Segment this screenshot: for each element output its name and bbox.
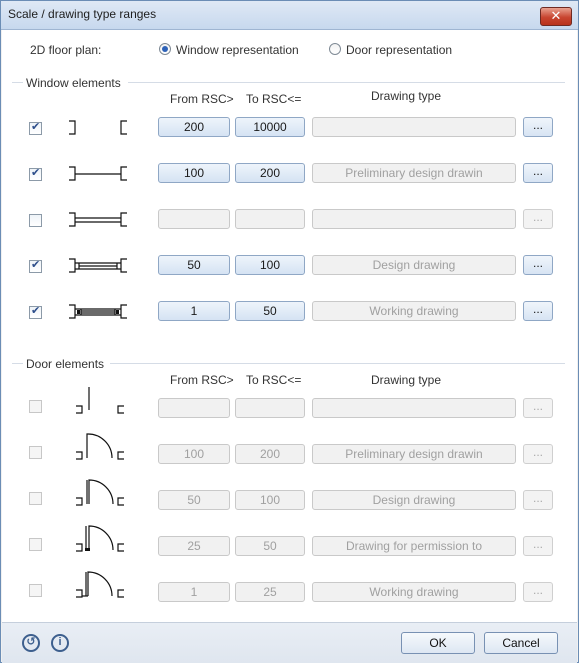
title-bar <box>1 1 578 30</box>
window-drawing-type-field[interactable]: Design drawing <box>312 255 516 275</box>
window-drawing-type-field[interactable]: Preliminary design drawin <box>312 163 516 183</box>
group-divider <box>12 363 23 364</box>
cancel-button[interactable]: Cancel <box>484 632 558 654</box>
door-swing-icon <box>72 430 128 462</box>
door-drawing-type-field[interactable] <box>312 398 516 418</box>
door-drawing-type-field[interactable]: Design drawing <box>312 490 516 510</box>
door-drawing-type-field[interactable]: Drawing for permission to <box>312 536 516 556</box>
window-type-picker-button[interactable]: ... <box>523 209 553 229</box>
window-detailed-icon <box>65 302 131 324</box>
door-to-field[interactable]: 100 <box>235 490 305 510</box>
window-type-picker-button[interactable]: ... <box>523 117 553 137</box>
door-type-picker-button[interactable]: ... <box>523 490 553 510</box>
door-row-checkbox[interactable] <box>29 584 42 597</box>
door-row-checkbox[interactable] <box>29 400 42 413</box>
window-drawing-type-field[interactable]: Working drawing <box>312 301 516 321</box>
window-to-field[interactable] <box>235 209 305 229</box>
door-drawing-type-field[interactable]: Working drawing <box>312 582 516 602</box>
door-type-picker-button[interactable]: ... <box>523 398 553 418</box>
floor-plan-label: 2D floor plan: <box>30 43 102 57</box>
group-divider <box>12 82 23 83</box>
door-type-picker-button[interactable]: ... <box>523 444 553 464</box>
window-from-field[interactable] <box>158 209 230 229</box>
door-row-checkbox[interactable] <box>29 538 42 551</box>
group-divider <box>128 82 565 83</box>
window-from-field[interactable]: 50 <box>158 255 230 275</box>
window-title: Scale / drawing type ranges <box>8 7 157 21</box>
window-from-field[interactable]: 1 <box>158 301 230 321</box>
door-to-field[interactable]: 50 <box>235 536 305 556</box>
window-open-icon <box>65 118 131 140</box>
door-drawing-type-field[interactable]: Preliminary design drawin <box>312 444 516 464</box>
door-line-icon <box>72 384 128 416</box>
info-icon[interactable]: i <box>51 634 69 652</box>
door-from-field[interactable]: 100 <box>158 444 230 464</box>
dialog-footer <box>2 622 577 663</box>
window-type-picker-button[interactable]: ... <box>523 163 553 183</box>
window-row-checkbox[interactable] <box>29 214 42 227</box>
dialog-content <box>2 30 577 622</box>
radio-window-label[interactable]: Window representation <box>176 43 299 57</box>
reset-icon[interactable]: ↺ <box>22 634 40 652</box>
window-to-field[interactable]: 50 <box>235 301 305 321</box>
window-row-checkbox[interactable] <box>29 122 42 135</box>
radio-door-label[interactable]: Door representation <box>346 43 453 57</box>
radio-door-representation[interactable] <box>329 43 341 55</box>
window-double-line-icon <box>65 210 131 232</box>
door-from-field[interactable]: 50 <box>158 490 230 510</box>
door-group-title: Door elements <box>26 357 105 371</box>
window-single-line-icon <box>65 164 131 186</box>
door-swing-frame-icon <box>72 476 128 508</box>
window-to-field[interactable]: 100 <box>235 255 305 275</box>
group-divider <box>110 363 565 364</box>
window-col-type: Drawing type <box>371 89 442 103</box>
window-col-to: To RSC<= <box>246 92 302 106</box>
door-col-from: From RSC> <box>170 373 234 387</box>
door-type-picker-button[interactable]: ... <box>523 582 553 602</box>
window-row-checkbox[interactable] <box>29 306 42 319</box>
door-row-checkbox[interactable] <box>29 492 42 505</box>
door-row-checkbox[interactable] <box>29 446 42 459</box>
door-swing-detail-icon <box>72 522 128 554</box>
window-row-checkbox[interactable] <box>29 168 42 181</box>
door-col-to: To RSC<= <box>246 373 302 387</box>
window-type-picker-button[interactable]: ... <box>523 301 553 321</box>
window-col-from: From RSC> <box>170 92 234 106</box>
door-col-type: Drawing type <box>371 373 442 387</box>
window-to-field[interactable]: 200 <box>235 163 305 183</box>
door-from-field[interactable] <box>158 398 230 418</box>
radio-window-representation[interactable] <box>159 43 171 55</box>
window-frame-icon <box>65 256 131 278</box>
window-from-field[interactable]: 200 <box>158 117 230 137</box>
door-type-picker-button[interactable]: ... <box>523 536 553 556</box>
window-from-field[interactable]: 100 <box>158 163 230 183</box>
close-button[interactable]: ✕ <box>540 7 572 26</box>
door-from-field[interactable]: 25 <box>158 536 230 556</box>
ok-button[interactable]: OK <box>401 632 475 654</box>
window-drawing-type-field[interactable] <box>312 117 516 137</box>
door-to-field[interactable]: 25 <box>235 582 305 602</box>
window-group-title: Window elements <box>26 76 121 90</box>
door-swing-working-icon <box>72 568 128 600</box>
window-type-picker-button[interactable]: ... <box>523 255 553 275</box>
door-from-field[interactable]: 1 <box>158 582 230 602</box>
window-row-checkbox[interactable] <box>29 260 42 273</box>
window-to-field[interactable]: 10000 <box>235 117 305 137</box>
door-to-field[interactable] <box>235 398 305 418</box>
door-to-field[interactable]: 200 <box>235 444 305 464</box>
window-drawing-type-field[interactable] <box>312 209 516 229</box>
